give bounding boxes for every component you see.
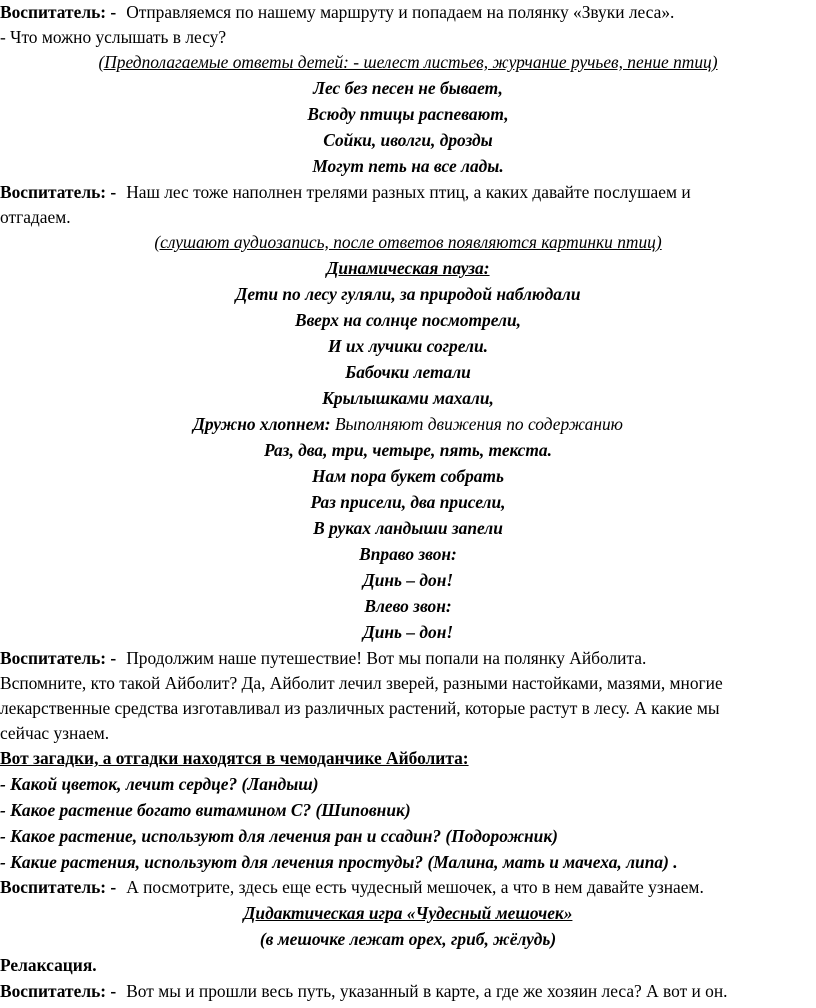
poem-line: Сойки, иволги, дрозды bbox=[323, 130, 493, 150]
riddle-item: - Какие растения, используют для лечения простуды? (Малина, мать и мачеха, липа) . bbox=[0, 852, 678, 872]
paragraph-continuation: Вспомните, кто такой Айболит? Да, Айболит лечил зверей, разными настойками, мазями, многие bbox=[0, 673, 723, 693]
poem-line: Бабочки летали bbox=[345, 362, 471, 382]
poem-line: Влево звон: bbox=[364, 596, 452, 616]
paragraph-continuation: лекарственные средства изготавливал из различных растений, которые растут в лесу. А какие мы bbox=[0, 698, 720, 718]
poem-line: Раз, два, три, четыре, пять, текста. bbox=[264, 440, 552, 460]
question-line: - Что можно услышать в лесу? bbox=[0, 27, 227, 47]
poem-line: И их лучики согрели. bbox=[328, 336, 488, 356]
poem-line: Всюду птицы распевают, bbox=[307, 104, 509, 124]
paragraph-bag bbox=[0, 875, 704, 899]
audio-note: (слушают аудиозапись, после ответов появляются картинки птиц) bbox=[154, 232, 662, 252]
speaker-label: Воспитатель: - bbox=[0, 981, 117, 1001]
relaxation-heading: Релаксация. bbox=[0, 955, 97, 975]
speaker-label: Воспитатель: - bbox=[0, 182, 117, 202]
poem-line-with-note bbox=[0, 412, 816, 436]
paragraph-birds bbox=[0, 180, 691, 204]
speaker-label: Воспитатель: - bbox=[0, 648, 117, 668]
poem-fragment: Дружно хлопнем: bbox=[193, 414, 331, 434]
line-text: Продолжим наше путешествие! Вот мы попали на полянку Айболита. bbox=[126, 648, 647, 668]
section-heading-dynamic-pause: Динамическая пауза: bbox=[326, 258, 490, 278]
game-heading: Дидактическая игра «Чудесный мешочек» bbox=[243, 903, 573, 923]
speaker-label: Воспитатель: - bbox=[0, 877, 117, 897]
paragraph-aibolit bbox=[0, 646, 646, 670]
poem-line: Лес без песен не бывает, bbox=[313, 78, 503, 98]
poem-line: Динь – дон! bbox=[362, 570, 454, 590]
poem-line: Нам пора букет собрать bbox=[312, 466, 504, 486]
game-contents-note: (в мешочке лежат орех, гриб, жёлудь) bbox=[259, 929, 557, 949]
poem-line: Раз присели, два присели, bbox=[310, 492, 506, 512]
line-text: А посмотрите, здесь еще есть чудесный мешочек, а что в нем давайте узнаем. bbox=[126, 877, 704, 897]
paragraph-intro bbox=[0, 0, 674, 24]
paragraph-final bbox=[0, 979, 728, 1003]
poem-line: Динь – дон! bbox=[362, 622, 454, 642]
riddles-heading: Вот загадки, а отгадки находятся в чемоданчике Айболита: bbox=[0, 748, 469, 768]
poem-line: Могут петь на все лады. bbox=[312, 156, 504, 176]
line-text: Вот мы и прошли весь путь, указанный в карте, а где же хозяин леса? А вот и он. bbox=[126, 981, 728, 1001]
poem-line: В руках ландыши запели bbox=[313, 518, 503, 538]
paragraph-continuation: отгадаем. bbox=[0, 207, 71, 227]
speaker-label: Воспитатель: - bbox=[0, 2, 117, 22]
poem-line: Вверх на солнце посмотрели, bbox=[295, 310, 521, 330]
expected-answers-note: (Предполагаемые ответы детей: - шелест листьев, журчание ручьев, пение птиц) bbox=[98, 52, 718, 72]
poem-line: Дети по лесу гуляли, за природой наблюдали bbox=[235, 284, 581, 304]
riddle-item: - Какое растение богато витамином С? (Шиповник) bbox=[0, 800, 411, 820]
line-text: Наш лес тоже наполнен трелями разных птиц, а каких давайте послушаем и bbox=[126, 182, 691, 202]
riddle-item: - Какой цветок, лечит сердце? (Ландыш) bbox=[0, 774, 319, 794]
line-text: Отправляемся по нашему маршруту и попадаем на полянку «Звуки леса». bbox=[126, 2, 675, 22]
poem-line: Вправо звон: bbox=[359, 544, 457, 564]
poem-line: Крылышками махали, bbox=[322, 388, 494, 408]
riddle-item: - Какое растение, используют для лечения ран и ссадин? (Подорожник) bbox=[0, 826, 558, 846]
paragraph-continuation: сейчас узнаем. bbox=[0, 723, 110, 743]
movement-note: Выполняют движения по содержанию bbox=[334, 414, 623, 434]
